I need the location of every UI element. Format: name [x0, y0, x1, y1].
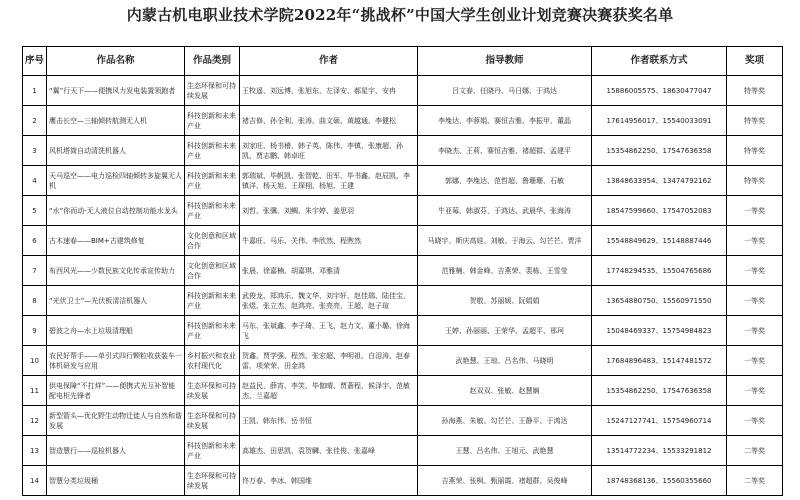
- cell-category: 生态环保和可持续发展: [185, 76, 240, 106]
- cell-authors: 王牧遥、刘远博、张旭东、左泽安、郝星宇、安冉: [240, 76, 418, 106]
- table-row: [23, 166, 783, 196]
- cell-award: 特等奖: [727, 136, 783, 166]
- cell-contact: 15886005575、18630477047: [592, 76, 727, 106]
- cell-authors: 刘家旺、杨书稽、韩子英、陈伟、李镇、张康超、孙凯、贾志鹏、韩卓旺: [240, 136, 418, 166]
- cell-work-name: 布西风光——少数民族文化传承宣传助力: [47, 256, 185, 286]
- cell-authors: 张晨、徐嘉楠、胡嘉琪、邓雅清: [240, 256, 418, 286]
- table-row: [23, 106, 783, 136]
- header-award: 奖项: [727, 47, 783, 76]
- cell-teachers: 马晓宇、斯庆高娃、刘敏、于海云、勾芒芒、贾洋: [418, 226, 592, 256]
- cell-authors: 牛嘉旺、马乐、关伟、李欣然、程煦然: [240, 226, 418, 256]
- cell-row-number: 9: [23, 316, 47, 346]
- table-row: [23, 286, 783, 316]
- cell-award: 特等奖: [727, 106, 783, 136]
- cell-work-name: 供电保障“不打烊”——便携式光互补智能配电柜先锋者: [47, 376, 185, 406]
- cell-teachers: 李堍达、李蓉娟、赛恒吉雅、李振甲、董晶: [418, 106, 592, 136]
- cell-row-number: 8: [23, 286, 47, 316]
- cell-authors: 赵益民、薛宵、李笑、毕伽晴、贾蒼程、候泽宇、范敏杰、兰嘉超: [240, 376, 418, 406]
- cell-teachers: 牛亚莓、韩淑芬、于鸿达、武晨华、张海涛: [418, 196, 592, 226]
- cell-work-name: 农民好帮手——单引式四行颗粒收获装车一体机研发与应用: [47, 346, 185, 376]
- header-teachers: 指导教师: [418, 47, 592, 76]
- cell-authors: 马东、张斌鑫、李子琦、王飞、赵力文、董小璐、徐海飞: [240, 316, 418, 346]
- cell-work-name: 风机塔筒自动清洗机器人: [47, 136, 185, 166]
- cell-contact: 17684896483、15147481572: [592, 346, 727, 376]
- cell-contact: 15354862250、17547636358: [592, 136, 727, 166]
- cell-teachers: 贺敬、苏丽媛、阮娟娟: [418, 286, 592, 316]
- cell-contact: 17614956017、15540033091: [592, 106, 727, 136]
- cell-authors: 刘哲、张骥、刘鲷、朱宇婷、姜思羽: [240, 196, 418, 226]
- cell-award: 一等奖: [727, 226, 783, 256]
- cell-work-name: 碧波之舟—水上垃圾清理船: [47, 316, 185, 346]
- cell-teachers: 赵双双、张敏、赵慧娴: [418, 376, 592, 406]
- cell-teachers: 吉燕荣、张枫、甄丽霞、褚超群、吴俊峰: [418, 466, 592, 496]
- cell-category: 科技创新和未来产业: [185, 436, 240, 466]
- cell-row-number: 6: [23, 226, 47, 256]
- table-row: [23, 436, 783, 466]
- header-no: 序号: [23, 47, 47, 76]
- page-title: 内蒙古机电职业技术学院2022年“挑战杯”中国大学生创业计划竞赛决赛获奖名单: [126, 6, 674, 24]
- cell-category: 生态环保和可持续发展: [185, 406, 240, 436]
- cell-teachers: 王婷、孙丽丽、王荣华、孟超平、邢珂: [418, 316, 592, 346]
- cell-authors: 褚吉修、孙全利、张涛、曲文硕、黄越通、李健松: [240, 106, 418, 136]
- cell-authors: 武俊龙、郑鸿乐、魏文华、刘宇轩、赵佳瑞、陆佳宝、张煜、张立杰、赵鸿亮、张亮亮、王超、赵子瑄: [240, 286, 418, 316]
- header-row: [23, 47, 783, 76]
- cell-work-name: 鹰击长空—三轴倾转航测无人机: [47, 106, 185, 136]
- table-row: [23, 406, 783, 436]
- cell-row-number: 14: [23, 466, 47, 496]
- cell-row-number: 11: [23, 376, 47, 406]
- cell-contact: 18748368136、15560355660: [592, 466, 727, 496]
- cell-authors: 贺鑫、贾学强、程然、张宏超、李明祖、白泪涛、赵春雷、项荣荣、田金鸿: [240, 346, 418, 376]
- table-row: [23, 196, 783, 226]
- cell-work-name: 智造慧行——巡检机器人: [47, 436, 185, 466]
- cell-award: 一等奖: [727, 286, 783, 316]
- cell-row-number: 5: [23, 196, 47, 226]
- cell-row-number: 10: [23, 346, 47, 376]
- cell-award: 特等奖: [727, 166, 783, 196]
- table-row: [23, 136, 783, 166]
- cell-contact: 13514772234、15533291812: [592, 436, 727, 466]
- cell-category: 生态环保和可持续发展: [185, 376, 240, 406]
- cell-category: 生态环保和可持续发展: [185, 466, 240, 496]
- cell-teachers: 李晓杰、王莉、赛恒吉雅、褚超群、孟建平: [418, 136, 592, 166]
- table-row: [23, 466, 783, 496]
- cell-contact: 15048469337、15754984823: [592, 316, 727, 346]
- cell-award: 一等奖: [727, 196, 783, 226]
- cell-contact: 15354862250、17547636358: [592, 376, 727, 406]
- cell-category: 科技创新和未来产业: [185, 316, 240, 346]
- cell-work-name: “光伏卫士”—光伏板清洁机器人: [47, 286, 185, 316]
- cell-contact: 15548849629、15148887446: [592, 226, 727, 256]
- cell-category: 科技创新和未来产业: [185, 286, 240, 316]
- cell-work-name: 古木速春——BIM+古建筑修复: [47, 226, 185, 256]
- cell-teachers: 孙海燕、朱敏、勾芒芒、王静平、于鸿达: [418, 406, 592, 436]
- cell-contact: 17748294535、15504765686: [592, 256, 727, 286]
- cell-award: 二等奖: [727, 436, 783, 466]
- cell-authors: 郭瑞斌、毕帆凯、张智乾、田军、毕书鑫、赵辰凯、李镇洋、杨天旭、王琛栩、杨旭、王建: [240, 166, 418, 196]
- header-authors: 作者: [240, 47, 418, 76]
- cell-row-number: 2: [23, 106, 47, 136]
- cell-category: 科技创新和未来产业: [185, 106, 240, 136]
- cell-authors: 佟万春、李冰、韩国维: [240, 466, 418, 496]
- cell-work-name: 智慧分类垃圾桶: [47, 466, 185, 496]
- cell-category: 科技创新和未来产业: [185, 136, 240, 166]
- cell-award: 一等奖: [727, 256, 783, 286]
- cell-contact: 13654880750、15560971550: [592, 286, 727, 316]
- cell-row-number: 4: [23, 166, 47, 196]
- cell-work-name: 天马巡空——电力巡检四轴倾转多旋翼无人机: [47, 166, 185, 196]
- cell-award: 一等奖: [727, 376, 783, 406]
- cell-category: 文化创意和区域合作: [185, 256, 240, 286]
- table-row: [23, 226, 783, 256]
- table-row: [23, 376, 783, 406]
- cell-row-number: 7: [23, 256, 47, 286]
- cell-category: 科技创新和未来产业: [185, 196, 240, 226]
- cell-teachers: 范雅楠、韩金峰、吉燕荣、裴栋、王雪莹: [418, 256, 592, 286]
- cell-work-name: “翼”行天下——便携风力发电装置领跑者: [47, 76, 185, 106]
- cell-authors: 高雄杰、田思凯、袁贺麟、张佳俊、张嘉峰: [240, 436, 418, 466]
- cell-award: 一等奖: [727, 316, 783, 346]
- header-work-name: 作品名称: [47, 47, 185, 76]
- header-contact: 作者联系方式: [592, 47, 727, 76]
- cell-row-number: 12: [23, 406, 47, 436]
- cell-teachers: 王慧、吕名伟、王旭元、武艳慧: [418, 436, 592, 466]
- cell-category: 乡村振兴和农业农村现代化: [185, 346, 240, 376]
- cell-teachers: 郭娜、李堍达、范哲超、鲁珊珊、石敏: [418, 166, 592, 196]
- cell-category: 科技创新和未来产业: [185, 166, 240, 196]
- cell-award: 二等奖: [727, 466, 783, 496]
- award-table: [22, 46, 783, 496]
- cell-authors: 王凯、韩东伟、岳书恒: [240, 406, 418, 436]
- table-row: [23, 256, 783, 286]
- cell-work-name: “水”你而动-无人液位自动控制功能水龙头: [47, 196, 185, 226]
- cell-award: 一等奖: [727, 346, 783, 376]
- cell-award: 一等奖: [727, 406, 783, 436]
- cell-row-number: 13: [23, 436, 47, 466]
- cell-contact: 13848633954、13474792162: [592, 166, 727, 196]
- cell-teachers: 武艳慧、王琼、吕名伟、马晓明: [418, 346, 592, 376]
- cell-teachers: 吕文春、任晓丹、马日娜、于鸿达: [418, 76, 592, 106]
- table-row: [23, 316, 783, 346]
- cell-row-number: 1: [23, 76, 47, 106]
- table-row: [23, 76, 783, 106]
- cell-work-name: 新型箭头—优化野生动物迁徙人与自然和谐发展: [47, 406, 185, 436]
- cell-contact: 15247127741、15754960714: [592, 406, 727, 436]
- table-row: [23, 346, 783, 376]
- cell-contact: 18547599660、17547052083: [592, 196, 727, 226]
- cell-category: 文化创意和区域合作: [185, 226, 240, 256]
- cell-award: 特等奖: [727, 76, 783, 106]
- cell-row-number: 3: [23, 136, 47, 166]
- header-category: 作品类别: [185, 47, 240, 76]
